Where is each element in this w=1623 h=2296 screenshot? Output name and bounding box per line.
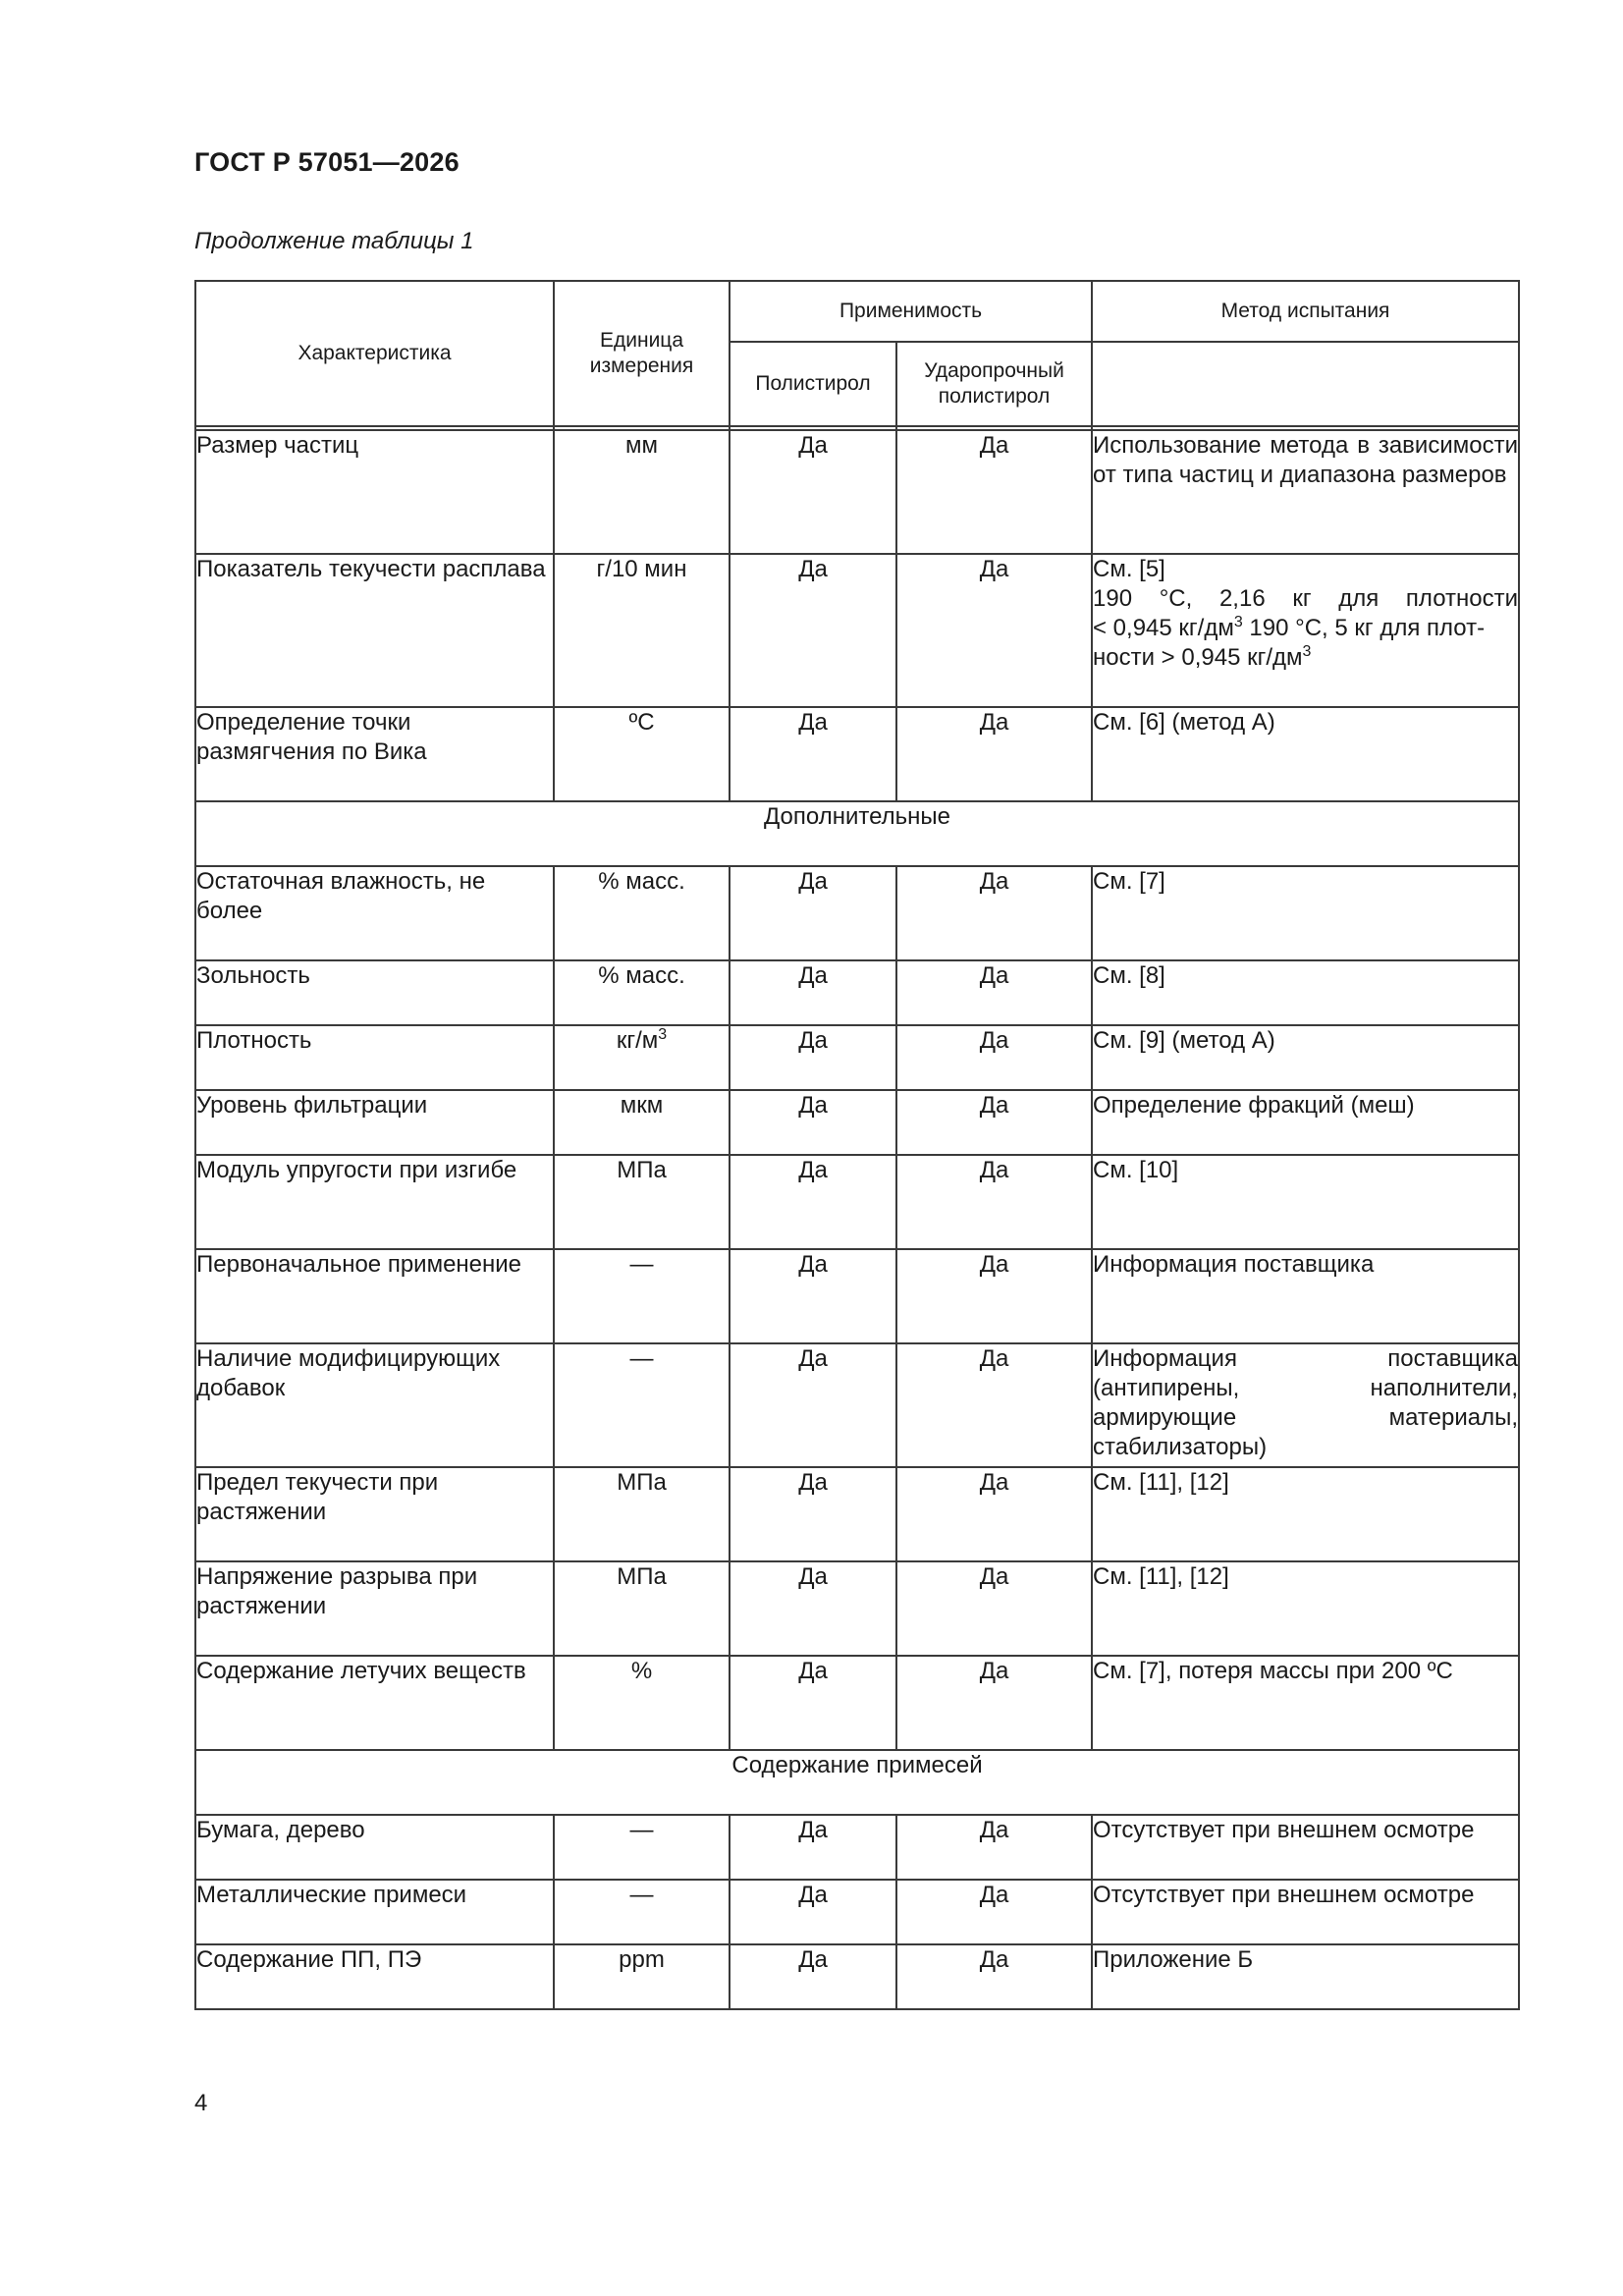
row-characteristic: Предел текучести при растяжении bbox=[195, 1467, 554, 1561]
row-characteristic: Остаточная влажность, не более bbox=[195, 866, 554, 960]
method-text: ности > 0,945 кг/дм bbox=[1093, 644, 1303, 671]
superscript: 3 bbox=[1302, 643, 1312, 660]
row-unit: МПа bbox=[554, 1155, 730, 1249]
row-characteristic: Металлические примеси bbox=[195, 1880, 554, 1944]
header-polystyrene: Полистирол bbox=[730, 342, 896, 426]
row-test-method: См. [6] (метод А) bbox=[1092, 707, 1519, 801]
page-number: 4 bbox=[194, 2090, 208, 2116]
row-polystyrene: Да bbox=[730, 1880, 896, 1944]
row-characteristic: Первоначальное применение bbox=[195, 1249, 554, 1343]
row-impact-polystyrene: Да bbox=[896, 1561, 1092, 1656]
row-impact-polystyrene: Да bbox=[896, 960, 1092, 1025]
header-empty bbox=[1092, 342, 1519, 426]
row-test-method: Отсутствует при внешнем осмотре bbox=[1092, 1880, 1519, 1944]
row-test-method: См. [7], потеря массы при 200 ºС bbox=[1092, 1656, 1519, 1750]
row-unit: ºС bbox=[554, 707, 730, 801]
method-line: См. [5] bbox=[1093, 556, 1165, 582]
row-impact-polystyrene: Да bbox=[896, 707, 1092, 801]
row-polystyrene: Да bbox=[730, 1090, 896, 1155]
row-impact-polystyrene: Да bbox=[896, 430, 1092, 554]
row-test-method: См. [8] bbox=[1092, 960, 1519, 1025]
table-row bbox=[195, 1815, 1519, 1880]
row-polystyrene: Да bbox=[730, 707, 896, 801]
table-row bbox=[195, 707, 1519, 801]
row-test-method: Отсутствует при внешнем осмотре bbox=[1092, 1815, 1519, 1880]
row-impact-polystyrene: Да bbox=[896, 1944, 1092, 2009]
row-impact-polystyrene: Да bbox=[896, 866, 1092, 960]
row-polystyrene: Да bbox=[730, 1656, 896, 1750]
row-impact-polystyrene: Да bbox=[896, 1249, 1092, 1343]
row-polystyrene: Да bbox=[730, 1155, 896, 1249]
row-characteristic: Показатель текучести расплава bbox=[195, 554, 554, 707]
method-line: 190 °С, 2,16 кг для плотности bbox=[1093, 585, 1518, 612]
row-characteristic: Бумага, дерево bbox=[195, 1815, 554, 1880]
table-row bbox=[195, 1155, 1519, 1249]
table-row bbox=[195, 1025, 1519, 1090]
row-unit: — bbox=[554, 1880, 730, 1944]
table-row bbox=[195, 1090, 1519, 1155]
row-characteristic: Наличие модифицирующих добавок bbox=[195, 1343, 554, 1467]
header-test-method: Метод испытания bbox=[1092, 281, 1519, 342]
table-row bbox=[195, 1944, 1519, 2009]
row-unit: % bbox=[554, 1656, 730, 1750]
header-unit: Единица измерения bbox=[554, 281, 730, 426]
section-title: Содержание примесей bbox=[195, 1750, 1519, 1815]
table-caption: Продолжение таблицы 1 bbox=[194, 228, 474, 254]
row-polystyrene: Да bbox=[730, 1944, 896, 2009]
row-impact-polystyrene: Да bbox=[896, 1155, 1092, 1249]
row-unit: — bbox=[554, 1343, 730, 1467]
row-unit: ppm bbox=[554, 1944, 730, 2009]
row-unit: МПа bbox=[554, 1561, 730, 1656]
row-unit: мм bbox=[554, 430, 730, 554]
section-row bbox=[195, 801, 1519, 866]
method-line bbox=[1093, 614, 1518, 643]
row-test-method: См. [9] (метод А) bbox=[1092, 1025, 1519, 1090]
document-code: ГОСТ Р 57051—2026 bbox=[194, 147, 460, 177]
row-impact-polystyrene: Да bbox=[896, 554, 1092, 707]
row-impact-polystyrene: Да bbox=[896, 1025, 1092, 1090]
row-polystyrene: Да bbox=[730, 1467, 896, 1561]
row-polystyrene: Да bbox=[730, 1815, 896, 1880]
table-row bbox=[195, 1656, 1519, 1750]
header-impact-polystyrene: Ударопрочный полистирол bbox=[896, 342, 1092, 426]
row-characteristic: Размер частиц bbox=[195, 430, 554, 554]
superscript: 3 bbox=[1233, 614, 1243, 630]
row-characteristic: Модуль упругости при изгибе bbox=[195, 1155, 554, 1249]
row-polystyrene: Да bbox=[730, 866, 896, 960]
row-unit: — bbox=[554, 1815, 730, 1880]
row-polystyrene: Да bbox=[730, 1249, 896, 1343]
row-unit: — bbox=[554, 1249, 730, 1343]
table-row bbox=[195, 866, 1519, 960]
row-test-method: См. [11], [12] bbox=[1092, 1561, 1519, 1656]
header-applicability: Применимость bbox=[730, 281, 1092, 342]
row-test-method: Определение фракций (меш) bbox=[1092, 1090, 1519, 1155]
row-characteristic: Плотность bbox=[195, 1025, 554, 1090]
row-polystyrene: Да bbox=[730, 960, 896, 1025]
method-line bbox=[1093, 643, 1518, 673]
row-impact-polystyrene: Да bbox=[896, 1880, 1092, 1944]
row-test-method: См. [7] bbox=[1092, 866, 1519, 960]
row-impact-polystyrene: Да bbox=[896, 1467, 1092, 1561]
row-test-method: См. [11], [12] bbox=[1092, 1467, 1519, 1561]
method-text: 190 °С, 5 кг для плот- bbox=[1242, 615, 1486, 641]
section-title: Дополнительные bbox=[195, 801, 1519, 866]
row-test-method: Приложение Б bbox=[1092, 1944, 1519, 2009]
row-polystyrene: Да bbox=[730, 1343, 896, 1467]
unit-text: кг/м bbox=[616, 1027, 659, 1054]
row-polystyrene: Да bbox=[730, 1025, 896, 1090]
row-characteristic: Содержание летучих веществ bbox=[195, 1656, 554, 1750]
table-row bbox=[195, 554, 1519, 707]
row-characteristic: Напряжение разрыва при растяжении bbox=[195, 1561, 554, 1656]
row-test-method: См. [10] bbox=[1092, 1155, 1519, 1249]
header-characteristic: Характеристика bbox=[195, 281, 554, 426]
table-row bbox=[195, 430, 1519, 554]
superscript: 3 bbox=[658, 1026, 668, 1043]
row-polystyrene: Да bbox=[730, 430, 896, 554]
method-text: < 0,945 кг/дм bbox=[1093, 615, 1234, 641]
row-test-method: Информация поставщика bbox=[1092, 1249, 1519, 1343]
row-impact-polystyrene: Да bbox=[896, 1090, 1092, 1155]
row-unit: % масс. bbox=[554, 866, 730, 960]
row-polystyrene: Да bbox=[730, 1561, 896, 1656]
row-impact-polystyrene: Да bbox=[896, 1656, 1092, 1750]
row-characteristic: Зольность bbox=[195, 960, 554, 1025]
specification-table bbox=[194, 280, 1520, 2010]
row-characteristic: Уровень фильтрации bbox=[195, 1090, 554, 1155]
table-row bbox=[195, 1880, 1519, 1944]
row-unit: мкм bbox=[554, 1090, 730, 1155]
row-impact-polystyrene: Да bbox=[896, 1815, 1092, 1880]
table-row bbox=[195, 1561, 1519, 1656]
section-row bbox=[195, 1750, 1519, 1815]
row-polystyrene: Да bbox=[730, 554, 896, 707]
table-row bbox=[195, 1343, 1519, 1467]
table-row bbox=[195, 960, 1519, 1025]
row-test-method bbox=[1092, 554, 1519, 707]
row-characteristic: Определение точки размягчения по Вика bbox=[195, 707, 554, 801]
row-unit bbox=[554, 1025, 730, 1090]
row-unit: % масс. bbox=[554, 960, 730, 1025]
row-unit: МПа bbox=[554, 1467, 730, 1561]
row-test-method: Использование метода в зависимости от типа частиц и диапазона размеров bbox=[1092, 430, 1519, 554]
row-unit: г/10 мин bbox=[554, 554, 730, 707]
row-test-method: Информация поставщика (антипирены, наполнители, армирующие материалы, стабилизаторы) bbox=[1092, 1343, 1519, 1467]
row-characteristic: Содержание ПП, ПЭ bbox=[195, 1944, 554, 2009]
row-impact-polystyrene: Да bbox=[896, 1343, 1092, 1467]
table-row bbox=[195, 1249, 1519, 1343]
table-row bbox=[195, 1467, 1519, 1561]
